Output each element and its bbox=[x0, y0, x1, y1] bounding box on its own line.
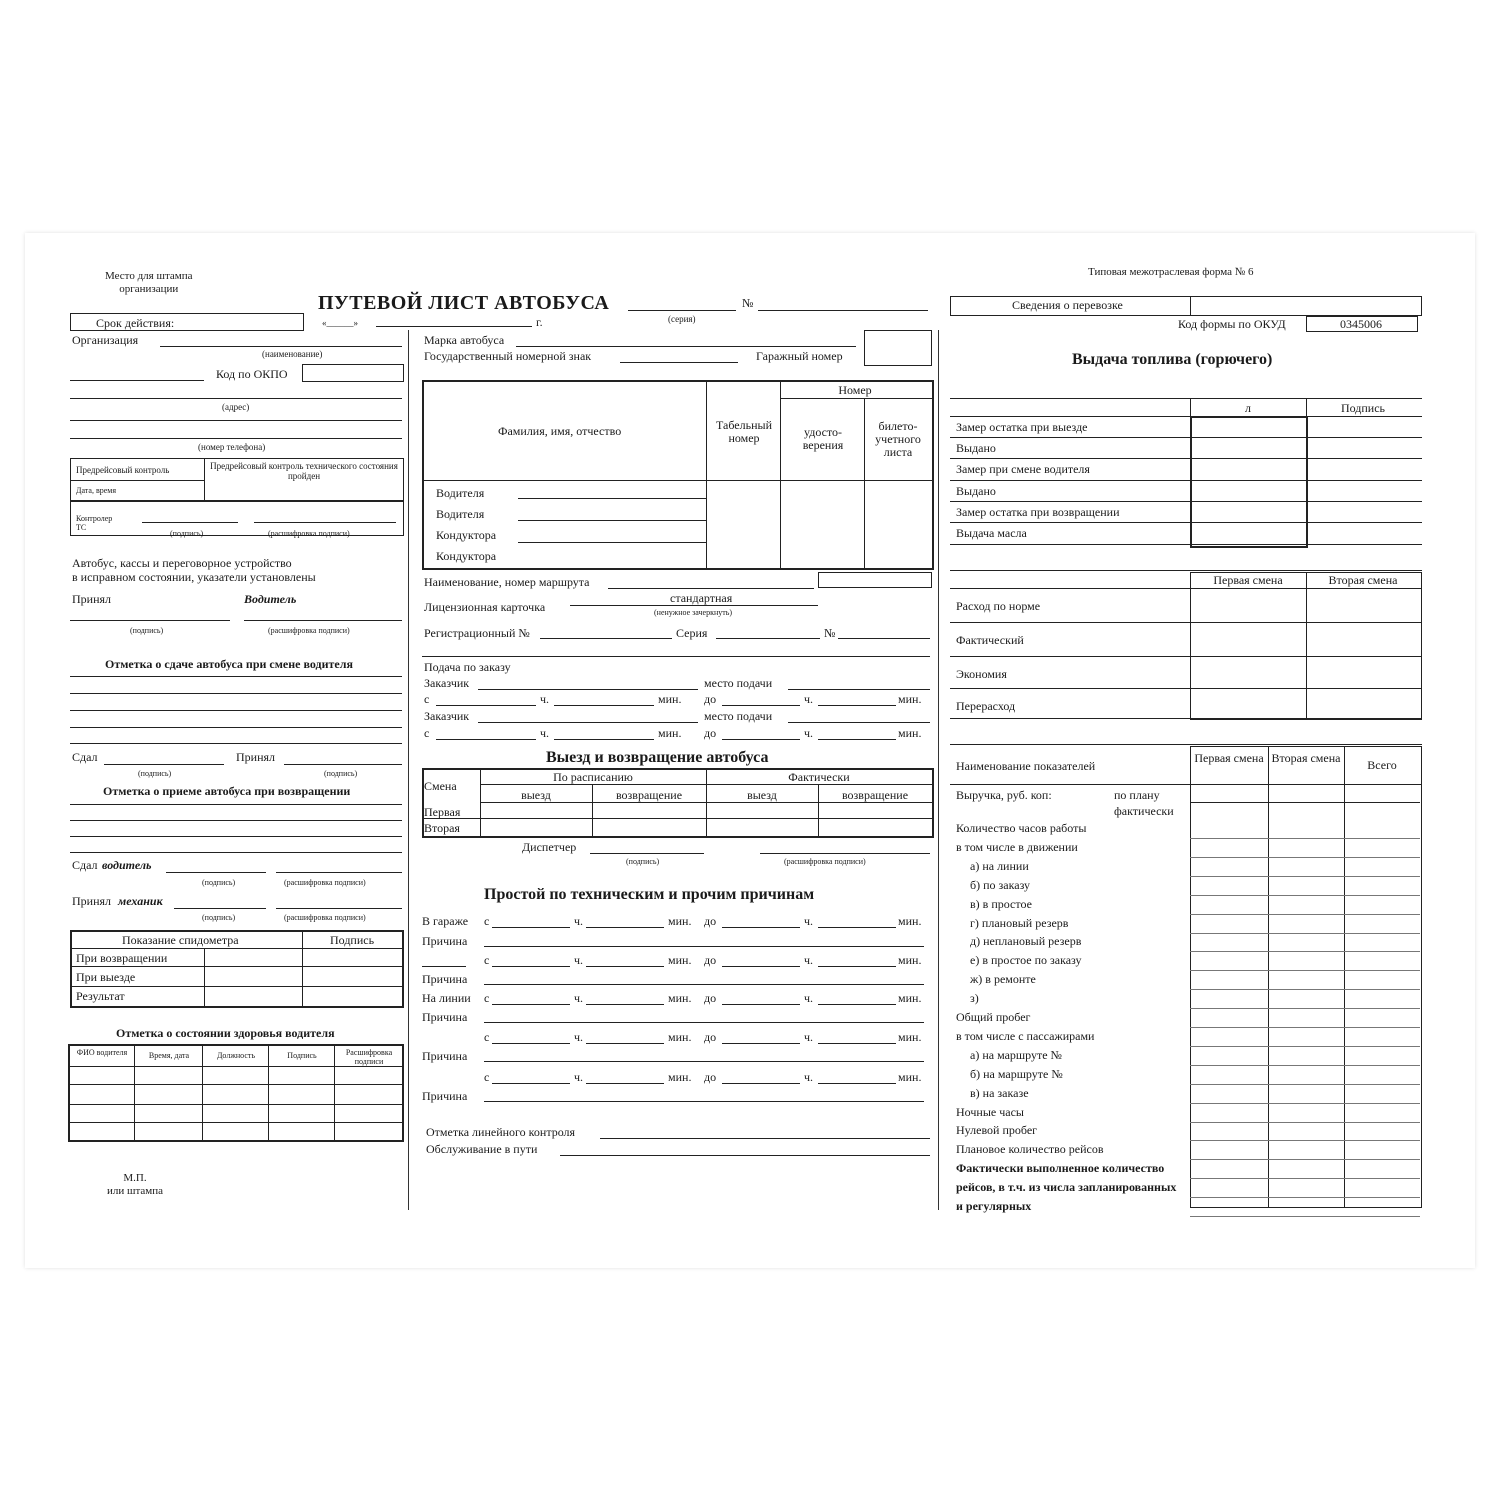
indicator-row-line-14 bbox=[1190, 1103, 1420, 1104]
indicator-row-6: д) неплановый резерв bbox=[970, 934, 1082, 949]
crew-row-driver-2: Водителя bbox=[436, 507, 485, 521]
hours-2: ч. bbox=[804, 692, 814, 706]
indicator-row-line-1 bbox=[1190, 857, 1420, 858]
route-box bbox=[818, 572, 932, 588]
hours-4: ч. bbox=[804, 726, 814, 740]
indicators-table bbox=[1190, 746, 1422, 1208]
standard-option: стандартная bbox=[670, 591, 733, 605]
minutes-g2: мин. bbox=[898, 914, 922, 928]
hours-l2: ч. bbox=[804, 991, 814, 1005]
schedule-departure-header: выезд bbox=[521, 788, 551, 802]
hours-r: ч. bbox=[574, 953, 584, 967]
to-2: до bbox=[704, 726, 717, 740]
reason-4: Причина bbox=[422, 1049, 468, 1063]
indicator-row-3: б) по заказу bbox=[970, 877, 1031, 892]
crew-license-header: удосто-верения bbox=[802, 425, 844, 452]
indicator-row-7: е) в простое по заказу bbox=[970, 953, 1082, 968]
number-sign: № bbox=[742, 296, 754, 310]
consumption-first-header: Первая смена bbox=[1213, 573, 1283, 587]
indicator-row-9: з) bbox=[970, 991, 979, 1006]
health-col-decode: Расшифровка подписи bbox=[345, 1048, 393, 1066]
fuel-row-2: Замер при смене водителя bbox=[956, 462, 1090, 476]
crew-fio-header: Фамилия, имя, отчество bbox=[498, 424, 622, 438]
from-l: с bbox=[484, 991, 490, 1005]
route-label: Наименование, номер маршрута bbox=[424, 575, 590, 589]
schedule-header: По расписанию bbox=[553, 770, 633, 784]
indicator-row-17: Плановое количество рейсов bbox=[956, 1142, 1104, 1157]
speedo-header: Показание спидометра bbox=[122, 933, 239, 947]
customer-label-1: Заказчик bbox=[424, 676, 470, 690]
license-card-label: Лицензионная карточка bbox=[424, 600, 546, 614]
line-control-label: Отметка линейного контроля bbox=[426, 1125, 576, 1139]
handover-title: Отметка о сдаче автобуса при смене водителя bbox=[105, 657, 353, 671]
indicator-row-line-5 bbox=[1190, 933, 1420, 934]
indicator-row-12: а) на маршруте № bbox=[970, 1047, 1063, 1062]
minutes-1: мин. bbox=[658, 692, 682, 706]
indicator-row-line-12 bbox=[1190, 1065, 1420, 1066]
fuel-liters-header: л bbox=[1245, 401, 1251, 415]
indicator-row-line-2 bbox=[1190, 876, 1420, 877]
indicator-row-line-11 bbox=[1190, 1046, 1420, 1047]
minutes-m2: мин. bbox=[898, 1030, 922, 1044]
pretrip-label: Предрейсовый контроль bbox=[76, 465, 170, 475]
reason-5: Причина bbox=[422, 1089, 468, 1103]
place-label-1: место подачи bbox=[704, 676, 773, 690]
controller-label: Контролер ТС bbox=[76, 514, 113, 532]
reason-2: Причина bbox=[422, 972, 468, 986]
indicator-row-1: в том числе в движении bbox=[956, 839, 1078, 854]
okpo-box bbox=[302, 364, 404, 382]
number-label: № bbox=[824, 626, 836, 640]
to-n: до bbox=[704, 1070, 717, 1084]
crew-row-conductor-2: Кондуктора bbox=[436, 549, 497, 563]
consumption-overuse: Перерасход bbox=[956, 699, 1016, 713]
indicator-row-line-16 bbox=[1190, 1140, 1420, 1141]
indicator-row-13: б) на маршруте № bbox=[970, 1066, 1063, 1081]
indicator-row-2: а) на линии bbox=[970, 858, 1029, 873]
minutes-n: мин. bbox=[668, 1070, 692, 1084]
indicator-row-14: в) на заказе bbox=[970, 1085, 1029, 1100]
gave-label: Сдал bbox=[72, 750, 98, 764]
indicator-row-line-7 bbox=[1190, 970, 1420, 971]
indicator-row-line-9 bbox=[1190, 1008, 1420, 1009]
indicator-row-line-19 bbox=[1190, 1197, 1420, 1198]
fuel-title: Выдача топлива (горючего) bbox=[1072, 351, 1273, 368]
indicator-row-line-20 bbox=[1190, 1216, 1420, 1217]
indicator-row-18: Фактически выполненное количество bbox=[956, 1161, 1165, 1176]
reason-1: Причина bbox=[422, 934, 468, 948]
downtime-online-label: На линии bbox=[422, 991, 471, 1005]
date-time-label: Дата, время bbox=[76, 486, 117, 495]
reason-3: Причина bbox=[422, 1010, 468, 1024]
fuel-row-4: Замер остатка при возвращении bbox=[956, 505, 1120, 519]
consumption-economy: Экономия bbox=[956, 667, 1007, 681]
crew-row-driver-1: Водителя bbox=[436, 486, 485, 500]
minutes-r2: мин. bbox=[898, 953, 922, 967]
decode-hint: (расшифровка подписи) bbox=[784, 857, 866, 866]
accepted2-label: Принял bbox=[236, 750, 276, 764]
decode-hint: (расшифровка подписи) bbox=[284, 913, 366, 922]
okpo-label: Код по ОКПО bbox=[216, 367, 288, 381]
sign-hint: (подпись) bbox=[626, 857, 660, 866]
to-l: до bbox=[704, 991, 717, 1005]
pretrip-tech-label: Предрейсовый контроль технического состояния пройден bbox=[210, 461, 398, 481]
mechanic-word: механик bbox=[118, 894, 163, 908]
reg-plate-label: Государственный номерной знак bbox=[424, 349, 592, 363]
indicator-row-15: Ночные часы bbox=[956, 1104, 1024, 1119]
indicator-row-line-10 bbox=[1190, 1027, 1420, 1028]
series-hint: (серия) bbox=[668, 314, 696, 324]
actual-departure-header: выезд bbox=[747, 788, 777, 802]
year-suffix: г. bbox=[536, 315, 543, 329]
sign-hint: (подпись) bbox=[130, 626, 164, 635]
exit-return-title: Выезд и возвращение автобуса bbox=[546, 749, 769, 766]
health-col-sign: Подпись bbox=[287, 1051, 317, 1060]
indicator-row-20: и регулярных bbox=[956, 1199, 1032, 1213]
indicator-row-5: г) плановый резерв bbox=[970, 915, 1069, 930]
to-m: до bbox=[704, 1030, 717, 1044]
downtime-title: Простой по техническим и прочим причинам bbox=[484, 886, 815, 903]
dispatcher-label: Диспетчер bbox=[522, 840, 577, 854]
order-label: Подача по заказу bbox=[424, 660, 511, 674]
okud-value: 0345006 bbox=[1340, 317, 1382, 331]
hours-g2: ч. bbox=[804, 914, 814, 928]
accepted-label: Принял bbox=[72, 592, 112, 606]
okud-label: Код формы по ОКУД bbox=[1178, 317, 1286, 331]
actual-header: Фактически bbox=[788, 770, 850, 784]
indicator-row-11: в том числе с пассажирами bbox=[956, 1028, 1095, 1043]
customer-label-2: Заказчик bbox=[424, 709, 470, 723]
org-label: Организация bbox=[72, 333, 139, 347]
decode-hint: (расшифровка подписи) bbox=[268, 529, 350, 538]
indicator-row-line-6 bbox=[1190, 951, 1420, 952]
cross-out-hint: (ненужное зачеркнуть) bbox=[654, 608, 733, 617]
hours-1: ч. bbox=[540, 692, 550, 706]
decode-hint: (расшифровка подписи) bbox=[284, 878, 366, 887]
sign-hint: (подпись) bbox=[138, 769, 172, 778]
indicators-second-header: Вторая смена bbox=[1271, 751, 1341, 765]
minutes-4: мин. bbox=[898, 726, 922, 740]
indicator-row-19: рейсов, в т.ч. из числа запланированных bbox=[956, 1180, 1177, 1195]
decode-hint: (расшифровка подписи) bbox=[268, 626, 350, 635]
sign-hint: (подпись) bbox=[202, 913, 236, 922]
revenue-label: Выручка, руб. коп: bbox=[956, 788, 1052, 802]
fuel-sign-header: Подпись bbox=[1340, 401, 1386, 415]
indicator-row-line-3 bbox=[1190, 895, 1420, 896]
minutes-l: мин. bbox=[668, 991, 692, 1005]
from-r: с bbox=[484, 953, 490, 967]
shift-row-first: Первая bbox=[424, 805, 461, 819]
to-1: до bbox=[704, 692, 717, 706]
crew-row-conductor-1: Кондуктора bbox=[436, 528, 497, 542]
fuel-liters-box bbox=[1190, 416, 1308, 548]
garage-no-label: Гаражный номер bbox=[756, 349, 843, 363]
indicators-header: Наименование показателей bbox=[956, 759, 1096, 773]
to-r: до bbox=[704, 953, 717, 967]
minutes-2: мин. bbox=[898, 692, 922, 706]
stamp-place: Место для штампа организации bbox=[105, 270, 193, 295]
minutes-g: мин. bbox=[668, 914, 692, 928]
health-col-time: Время, дата bbox=[148, 1051, 190, 1060]
address-hint: (адрес) bbox=[222, 402, 250, 412]
transport-info-label: Сведения о перевозке bbox=[1012, 298, 1123, 312]
indicator-row-line-0 bbox=[1190, 838, 1420, 839]
from-g: с bbox=[484, 914, 490, 928]
indicator-row-0: Количество часов работы bbox=[956, 821, 1087, 835]
schedule-return-header: возвращение bbox=[615, 788, 683, 802]
bus-brand-label: Марка автобуса bbox=[424, 333, 505, 347]
driver-word-2: водитель bbox=[102, 858, 152, 872]
indicator-row-8: ж) в ремонте bbox=[970, 972, 1036, 987]
indicator-row-line-13 bbox=[1190, 1084, 1420, 1085]
speedo-row-result: Результат bbox=[76, 989, 125, 1003]
indicator-row-line-17 bbox=[1190, 1159, 1420, 1160]
hours-m: ч. bbox=[574, 1030, 584, 1044]
hours-3: ч. bbox=[540, 726, 550, 740]
page-title: ПУТЕВОЙ ЛИСТ АВТОБУСА bbox=[318, 292, 610, 314]
fuel-row-1: Выдано bbox=[956, 441, 996, 455]
minutes-l2: мин. bbox=[898, 991, 922, 1005]
driver-word: Водитель bbox=[244, 592, 297, 606]
fuel-row-5: Выдача масла bbox=[956, 526, 1027, 540]
sign-hint: (подпись) bbox=[324, 769, 358, 778]
indicators-total-header: Всего bbox=[1367, 758, 1397, 772]
indicator-row-line-18 bbox=[1190, 1178, 1420, 1179]
hours-r2: ч. bbox=[804, 953, 814, 967]
garage-no-box bbox=[864, 330, 932, 366]
crew-ticket-header: билето-учетного листа bbox=[875, 419, 921, 459]
consumption-second-header: Вторая смена bbox=[1328, 573, 1398, 587]
health-col-fio: ФИО водителя bbox=[76, 1048, 128, 1057]
series-label: Серия bbox=[676, 626, 708, 640]
reg-no-label: Регистрационный № bbox=[424, 626, 530, 640]
revenue-actual-label: фактически bbox=[1114, 804, 1174, 818]
from-m: с bbox=[484, 1030, 490, 1044]
fuel-row-3: Выдано bbox=[956, 484, 996, 498]
place-label-2: место подачи bbox=[704, 709, 773, 723]
return-title: Отметка о приеме автобуса при возвращении bbox=[103, 784, 351, 798]
from-2: с bbox=[424, 726, 430, 740]
minutes-r: мин. bbox=[668, 953, 692, 967]
indicator-row-line-4 bbox=[1190, 914, 1420, 915]
hours-n2: ч. bbox=[804, 1070, 814, 1084]
indicator-row-16: Нулевой пробег bbox=[956, 1123, 1038, 1138]
bus-ok-text: Автобус, кассы и переговорное устройство в исправном состоянии, указатели установлены bbox=[72, 556, 316, 584]
hours-m2: ч. bbox=[804, 1030, 814, 1044]
speedo-sign-header: Подпись bbox=[330, 933, 375, 947]
hours-n: ч. bbox=[574, 1070, 584, 1084]
fuel-row-0: Замер остатка при выезде bbox=[956, 420, 1088, 434]
to-g: до bbox=[704, 914, 717, 928]
sign-hint: (подпись) bbox=[202, 878, 236, 887]
phone-hint: (номер телефона) bbox=[198, 442, 266, 452]
consumption-actual: Фактический bbox=[956, 633, 1024, 647]
indicator-row-4: в) в простое bbox=[970, 896, 1032, 911]
indicator-row-line-8 bbox=[1190, 989, 1420, 990]
date-line: «______» bbox=[322, 318, 358, 328]
hours-l: ч. bbox=[574, 991, 584, 1005]
gave-driver-label: Сдал bbox=[72, 858, 98, 872]
downtime-garage-label: В гараже bbox=[422, 914, 469, 928]
consumption-norm: Расход по норме bbox=[956, 599, 1041, 613]
indicator-row-10: Общий пробег bbox=[956, 1010, 1031, 1024]
stamp-mp: М.П. или штампа bbox=[106, 1172, 164, 1197]
health-title: Отметка о состоянии здоровья водителя bbox=[116, 1026, 335, 1040]
accepted-mech-label: Принял bbox=[72, 894, 112, 908]
crew-tab-header: Табельный номер bbox=[716, 418, 772, 445]
from-n: с bbox=[484, 1070, 490, 1084]
speedo-row-exit: При выезде bbox=[76, 970, 136, 984]
hours-g: ч. bbox=[574, 914, 584, 928]
speedo-row-return: При возвращении bbox=[76, 951, 168, 965]
service-label: Обслуживание в пути bbox=[426, 1142, 538, 1156]
from-1: с bbox=[424, 692, 430, 706]
crew-number-header: Номер bbox=[838, 383, 872, 397]
typical-form-label: Типовая межотраслевая форма № 6 bbox=[1088, 266, 1254, 278]
indicator-row-line-15 bbox=[1190, 1122, 1420, 1123]
sign-hint: (подпись) bbox=[170, 529, 204, 538]
shift-row-second: Вторая bbox=[424, 821, 460, 835]
shift-header: Смена bbox=[424, 779, 457, 793]
validity-label: Срок действия: bbox=[96, 316, 175, 330]
health-col-position: Должность bbox=[216, 1051, 256, 1060]
revenue-plan-label: по плану bbox=[1114, 788, 1160, 802]
minutes-3: мин. bbox=[658, 726, 682, 740]
minutes-n2: мин. bbox=[898, 1070, 922, 1084]
indicators-first-header: Первая смена bbox=[1194, 751, 1264, 765]
org-name-hint: (наименование) bbox=[262, 349, 323, 359]
minutes-m: мин. bbox=[668, 1030, 692, 1044]
actual-return-header: возвращение bbox=[841, 788, 909, 802]
